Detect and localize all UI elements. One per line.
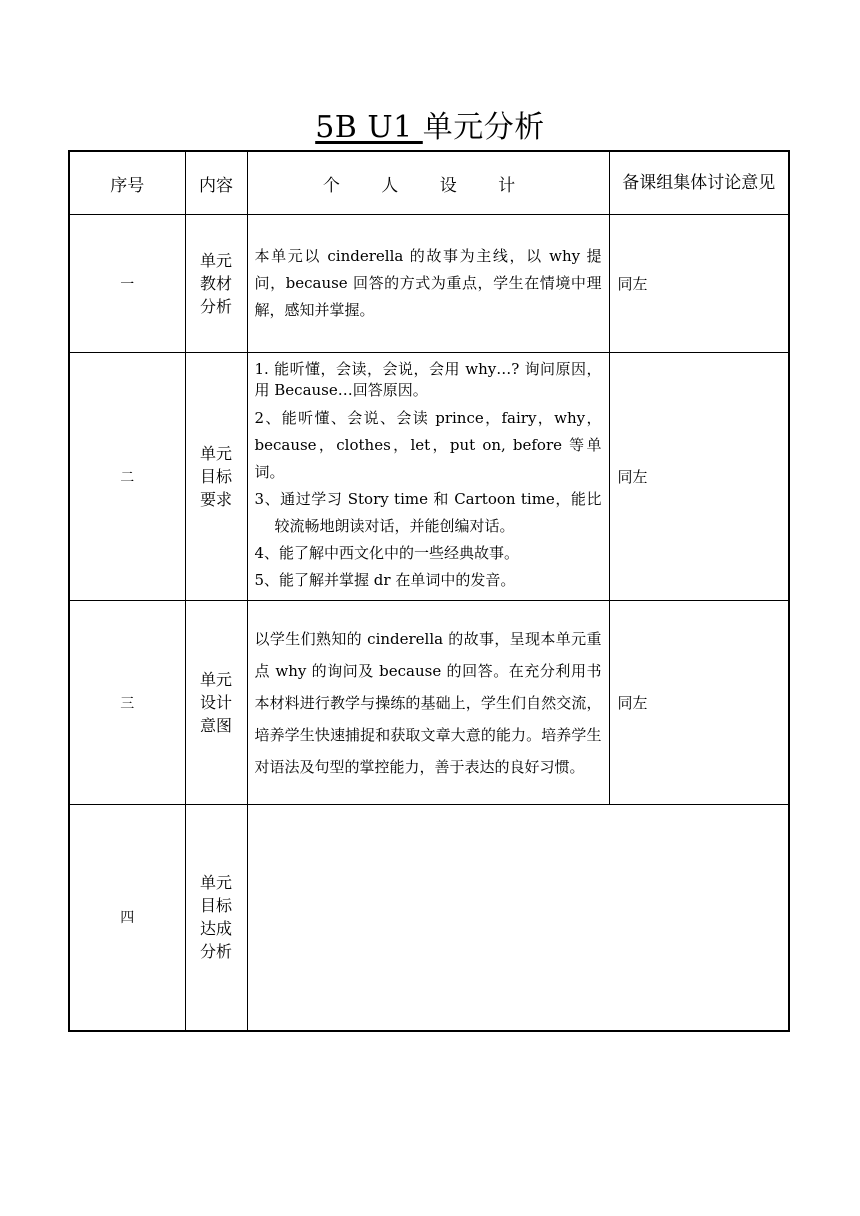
goal-item: 5、能了解并掌握 dr 在单词中的发音。 [254,571,516,589]
unit-code: 5B U1 [315,110,423,145]
goal-item: 1. 能听懂，会读，会说，会用 why…? 询问原因，用 Because…回答原因。 [254,360,602,399]
row-content: 以学生们熟知的 cinderella 的故事，呈现本单元重点 why 的询问及 because 的回答。在充分利用书本材料进行教学与操练的基础上，学生们自然交流，培养学生快速捕捉和获取文章大意的能力。培养学生对语法及句型的掌控能力，善于表达的良好习惯。 [247,601,609,805]
table-row [69,805,789,1031]
row-group-opinion: 同左 [609,601,789,805]
row-label [185,805,247,1031]
table-row [69,353,789,601]
row-number: 一 [69,215,185,353]
header-personal-design: 个 人 设 计 [247,151,609,215]
table-row [69,601,789,805]
header-content: 内容 [185,151,247,215]
row-label-text: 单元目标要求 [199,444,232,509]
table-row [69,215,789,353]
header-group-opinion: 备课组集体讨论意见 [609,151,789,215]
row-label [185,215,247,353]
row-label-text: 单元设计意图 [199,670,232,735]
header-row [69,151,789,215]
row-group-opinion: 同左 [609,215,789,353]
row-number: 四 [69,805,185,1031]
row-group-opinion: 同左 [609,353,789,601]
row-content [247,353,609,601]
row-content: 本单元以 cinderella 的故事为主线，以 why 提问，because 回答的方式为重点，学生在情境中理解，感知并掌握。 [247,215,609,353]
row-number: 二 [69,353,185,601]
header-number: 序号 [69,151,185,215]
goal-item: 3、通过学习 Story time 和 Cartoon time，能比较流畅地朗读对话，并能创编对话。 [254,490,602,535]
goal-item: 4、能了解中西文化中的一些经典故事。 [254,544,520,562]
row-label [185,601,247,805]
goal-item: 2、能听懂、会说、会读 prince，fairy，why，because，clothes，let，put on, before 等单词。 [254,409,602,481]
row-label [185,353,247,601]
unit-analysis-table [68,150,790,1032]
row-content-empty [247,805,789,1031]
row-number: 三 [69,601,185,805]
row-label-text: 单元教材分析 [199,251,232,316]
row-label-text: 单元目标达成分析 [199,873,232,962]
title-text: 单元分析 [422,110,545,145]
document-title [0,108,860,148]
